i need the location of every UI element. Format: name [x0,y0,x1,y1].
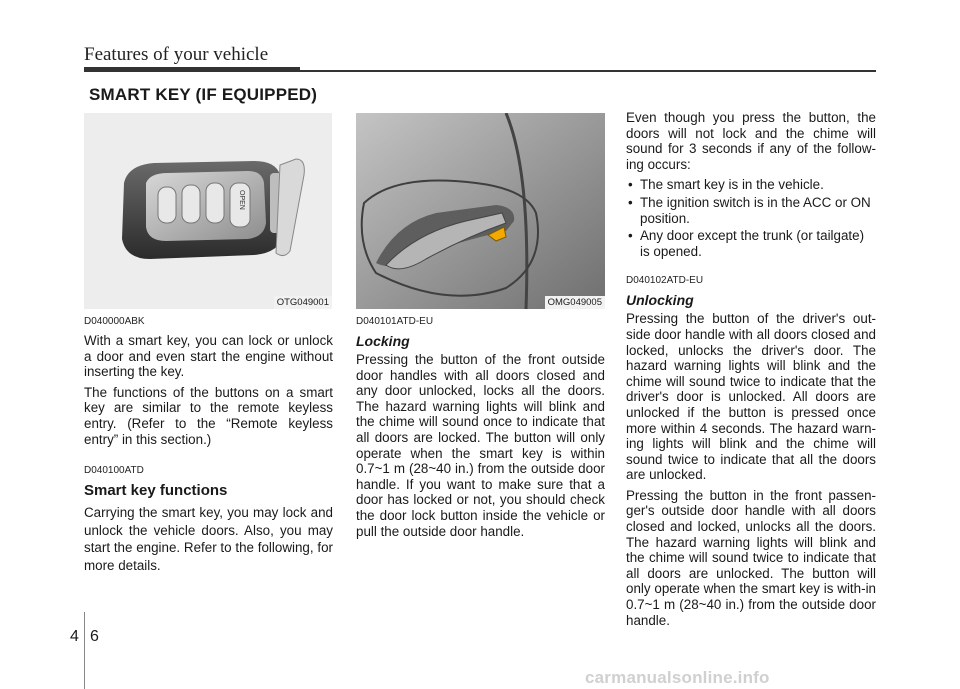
section-title: SMART KEY (IF EQUIPPED) [89,85,318,104]
paragraph: With a smart key, you can lock or unlock a door and even start the engine without inserting the key. [84,333,333,380]
subsection-heading: Unlocking [626,292,694,309]
paragraph: Carrying the smart key, you may lock and unlock the vehicle doors. Also, you may start the engine. Refer to the following, for more details. [84,505,333,573]
list-item: • The ignition switch is in the ACC or ON position. [626,195,876,226]
door-handle-figure [356,113,605,309]
footer-rule [84,612,85,689]
watermark: carmanualsonline.info [585,668,770,687]
door-handle-illustration [356,113,605,309]
conditions-list [626,177,876,259]
page-number-left: 4 [70,628,79,645]
header-rule-thick [84,67,300,72]
subsection-heading: Smart key functions [84,482,228,500]
column-3 [626,110,876,633]
column-1 [84,316,333,579]
paragraph: Pressing the button in the front passen-ger's outside door handle with all doors closed and locked, unlocks all the doors. The hazard warning lights will blink and the chime will sound twice to indicate that all doors are unlocked. The button will only operate when the smart key is with-in 0.7~1 m (28~40 in.) from the outside door handle. [626,487,876,628]
subsection-heading: Locking [356,333,410,349]
column-2 [356,316,605,544]
header-rule-thin [300,70,876,72]
list-item: • Any door except the trunk (or tailgate) is opened. [626,228,876,259]
running-header: Features of your vehicle [84,44,269,65]
doc-code: D040101ATD-EU [356,316,434,327]
key-open-label: OPEN [238,190,245,210]
paragraph: Pressing the button of the front outside door handles with all doors closed and any door unlocked, locks all the doors. The hazard warning lights will blink and the chime will sound once to indicate that all doors are locked. The button will only operate when the smart key is within 0.7~1 m (28~40 in.) from the outside door handle. If you want to make sure that a door has locked or not, you should check the door lock button inside the vehicle or pull the outside door handle. [356,352,605,539]
paragraph: Even though you press the button, the doors will not lock and the chime will sound for 3 seconds if any of the follow-ing occurs: [626,110,876,172]
paragraph: The functions of the buttons on a smart key are similar to the remote keyless entry. (Refer to the “Remote keyless entry” in this section.) [84,384,333,447]
list-item: • The smart key is in the vehicle. [626,177,876,193]
doc-code: D040102ATD-EU [626,275,704,287]
smart-key-illustration [84,113,332,309]
figure-caption-2: OMG049005 [545,296,605,309]
doc-code: D040000ABK [84,316,145,327]
smart-key-figure [84,113,332,309]
paragraph: Pressing the button of the driver's out-side door handle with all doors closed and locked, unlocks the driver's door. The hazard warning lights will blink and the chime will sound twice to indicate that the driver's door is unlocked. All doors are unlocked if the button is pressed once more within 4 seconds. The hazard warn-ing lights will blink and the chime will sound twice to indicate that all the doors are unlocked. [626,311,876,483]
page-number-right: 6 [90,628,99,645]
figure-caption-1: OTG049001 [274,296,332,309]
doc-code: D040100ATD [84,465,144,477]
